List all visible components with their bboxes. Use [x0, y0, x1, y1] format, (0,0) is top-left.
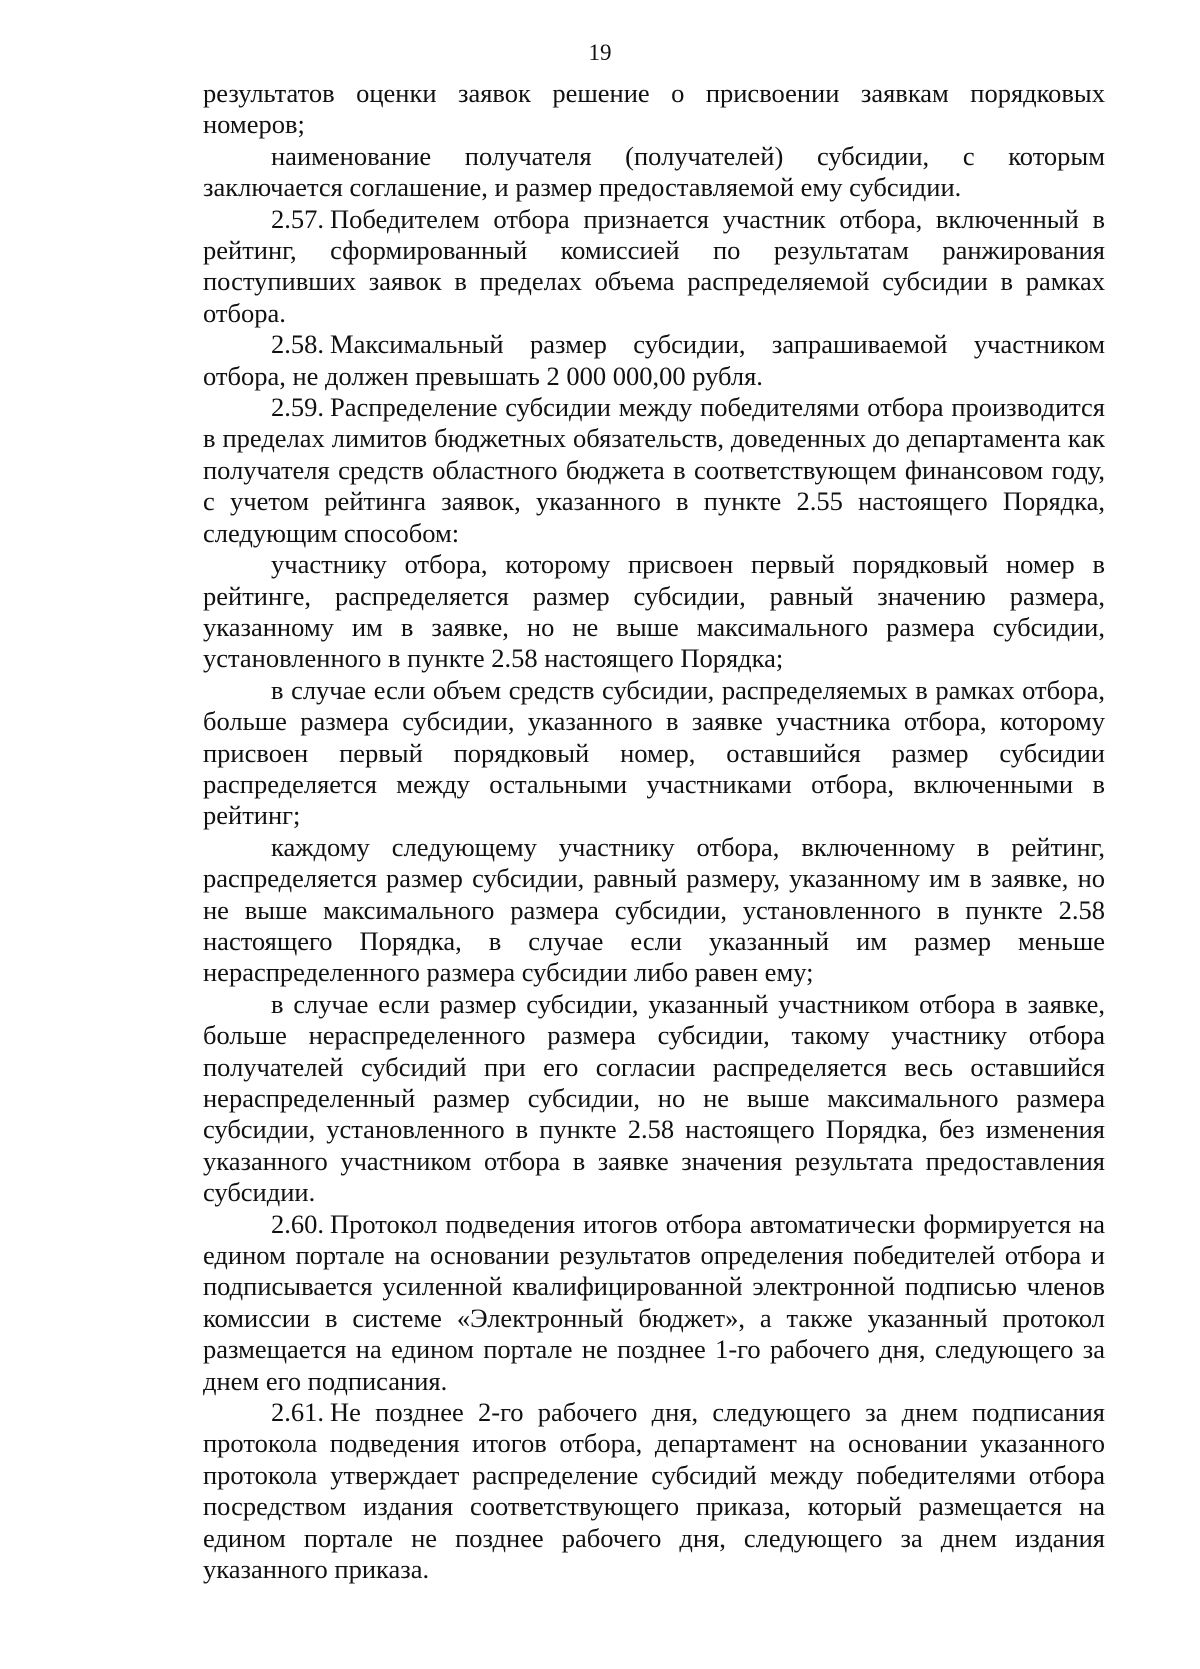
clause-text: Протокол подведения итогов отбора автоматически формируется на едином портале на основании результатов определения победителей отбора и подписывается усиленной квалифицированной электронной подписью членов комиссии в системе «Электронный бюджет», а также указанный протокол размещается на едином портале не позднее 1-го рабочего дня, следующего за днем его подписания. — [203, 1208, 1105, 1396]
paragraph-text: наименование получателя (получателей) субсидии, с которым заключается соглашение, и размер предоставляемой ему субсидии. — [203, 140, 1105, 203]
paragraph-larger-request — [203, 989, 1105, 1209]
clause-number: 2.59. — [271, 392, 324, 423]
paragraph-remaining-amount — [203, 675, 1105, 832]
paragraph-first-participant — [203, 549, 1105, 675]
paragraph-text: участнику отбора, которому присвоен первый порядковый номер в рейтинге, распределяется размер субсидии, равный значению размера, указанному им в заявке, но не выше максимального размера субсидии, установленного в пункте 2.58 настоящего Порядка; — [203, 549, 1105, 674]
clause-text: Не позднее 2-го рабочего дня, следующего за днем подписания протокола подведения итогов отбора, департамент на основании указанного протокола утверждает распределение субсидий между победителями отбора посредством издания соответствующего приказа, который размещается на едином портале не позднее рабочего дня, следующего за днем издания указанного приказа. — [203, 1397, 1105, 1585]
paragraph-continuation — [203, 78, 1105, 141]
document-body — [203, 78, 1105, 1586]
clause-2-57 — [203, 204, 1105, 330]
clause-text: Максимальный размер субсидии, запрашиваемой участником отбора, не должен превышать 2 000 000,00 рубля. — [203, 329, 1105, 391]
clause-number: 2.58. — [271, 329, 324, 360]
paragraph-each-next-participant — [203, 832, 1105, 989]
paragraph-recipient-name — [203, 141, 1105, 204]
clause-2-61 — [203, 1397, 1105, 1585]
clause-number: 2.60. — [271, 1208, 324, 1239]
clause-2-60 — [203, 1209, 1105, 1397]
clause-text: Победителем отбора признается участник отбора, включенный в рейтинг, сформированный комиссией по результатам ранжирования поступивших заявок в пределах объема распределяемой субсидии в рамках отбора. — [203, 203, 1105, 328]
clause-2-58 — [203, 329, 1105, 392]
clause-number: 2.57. — [271, 203, 324, 234]
clause-number: 2.61. — [271, 1397, 324, 1428]
paragraph-text: в случае если объем средств субсидии, распределяемых в рамках отбора, больше размера субсидии, указанного в заявке участника отбора, которому присвоен первый порядковый номер, оставшийся размер субсидии распределяется между остальными участниками отбора, включенными в рейтинг; — [203, 674, 1105, 831]
paragraph-text: каждому следующему участнику отбора, включенному в рейтинг, распределяется размер субсидии, равный размеру, указанному им в заявке, но не выше максимального размера субсидии, установленного в пункте 2.58 настоящего Порядка, в случае если указанный им размер меньше нераспределенного размера субсидии либо равен ему; — [203, 831, 1105, 988]
page-number: 19 — [588, 40, 612, 65]
clause-text: Распределение субсидии между победителями отбора производится в пределах лимитов бюджетных обязательств, доведенных до департамента как получателя средств областного бюджета в соответствующем финансовом году, с учетом рейтинга заявок, указанного в пункте 2.55 настоящего Порядка, следующим способом: — [203, 392, 1105, 548]
paragraph-text: результатов оценки заявок решение о присвоении заявкам порядковых номеров; — [203, 78, 1105, 140]
paragraph-text: в случае если размер субсидии, указанный участником отбора в заявке, больше нераспределенного размера субсидии, такому участнику отбора получателей субсидий при его согласии распределяется весь оставшийся нераспределенный размер субсидии, но не выше максимального размера субсидии, установленного в пункте 2.58 настоящего Порядка, без изменения указанного участником отбора в заявке значения результата предоставления субсидии. — [203, 988, 1105, 1208]
clause-2-59 — [203, 392, 1105, 549]
